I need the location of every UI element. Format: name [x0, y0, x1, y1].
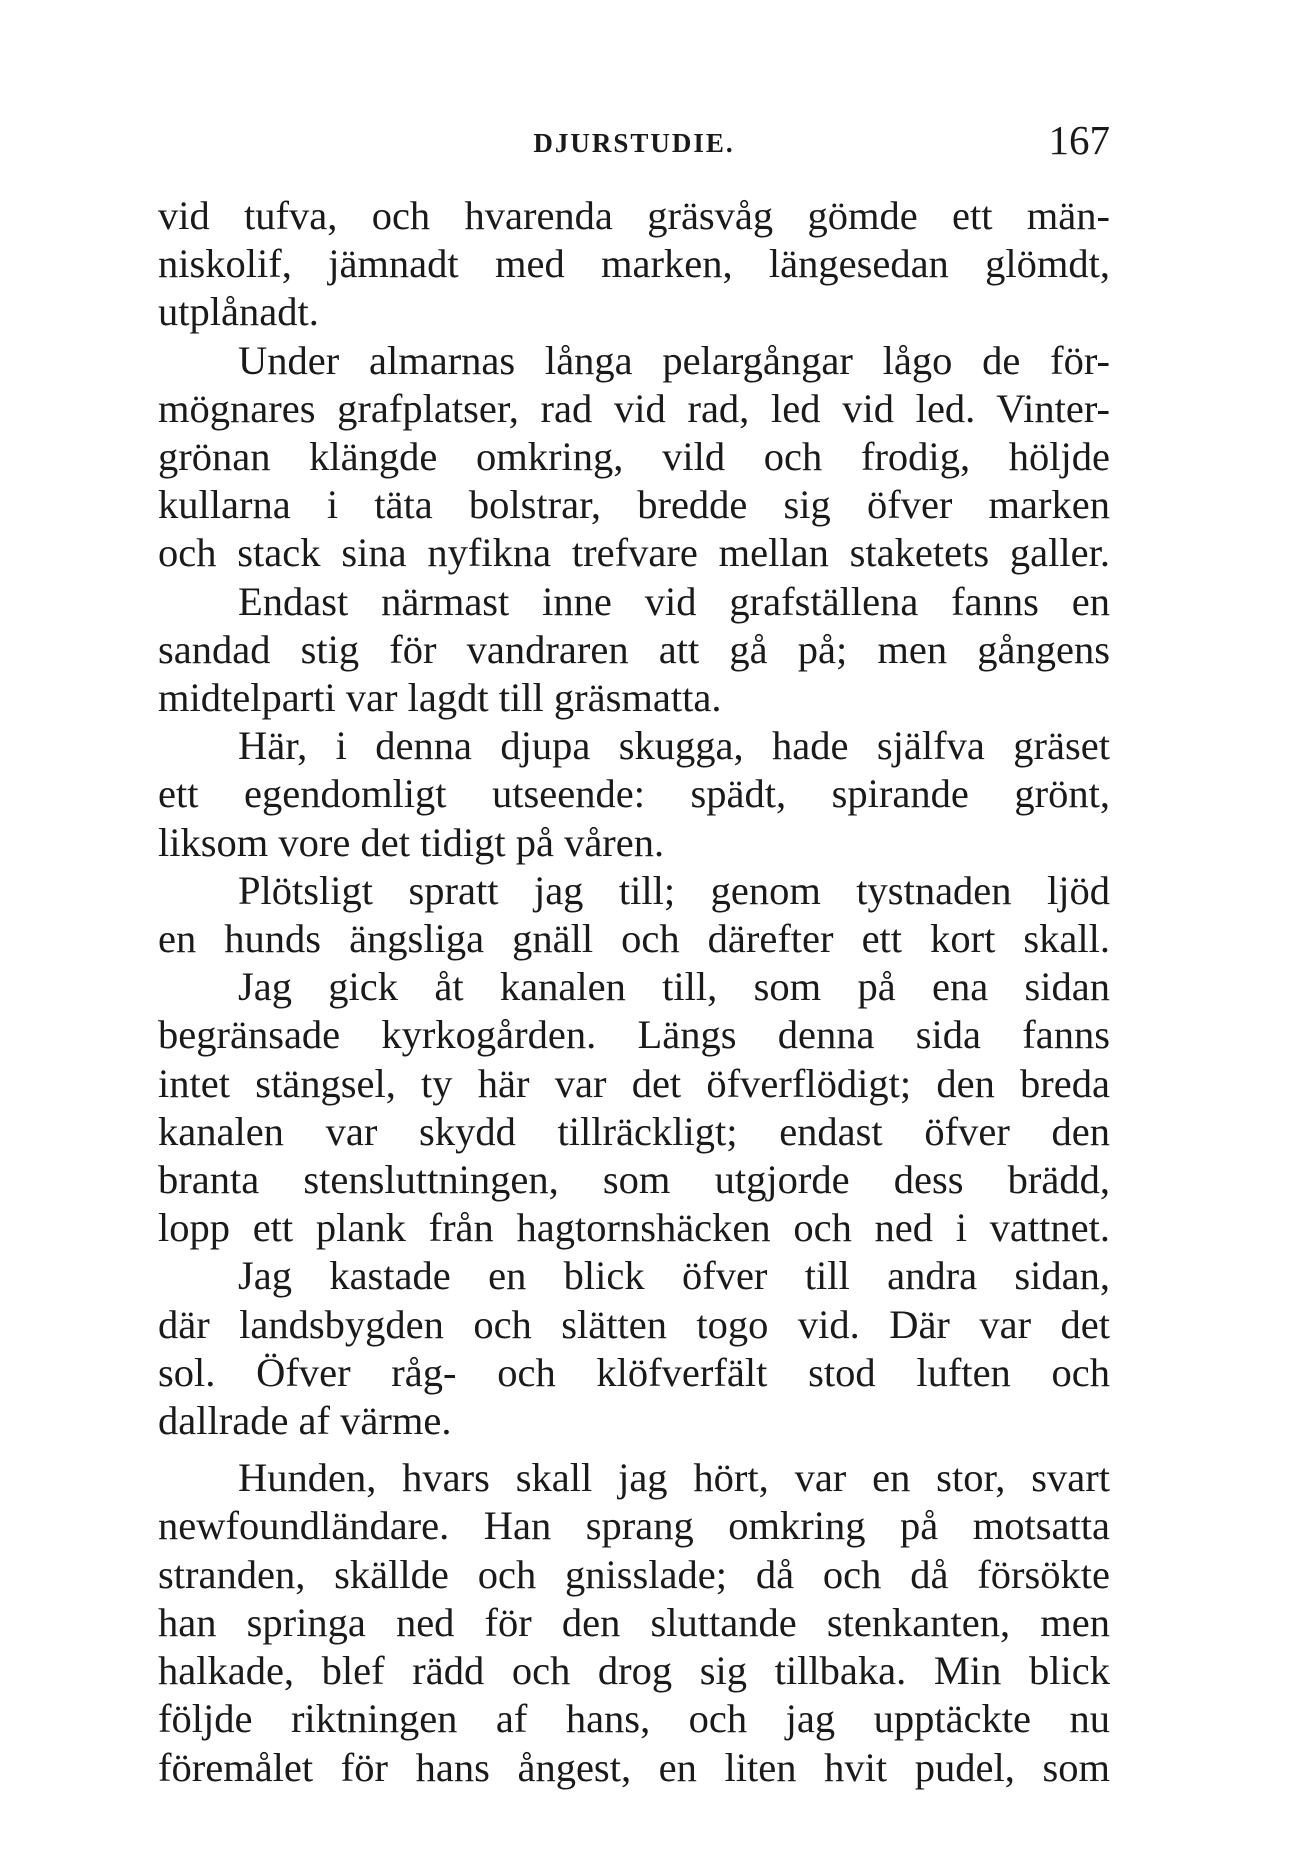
text-line: Här, i denna djupa skugga, hade själfva gräset [238, 723, 1110, 769]
text-line: niskolif, jämnadt med marken, längesedan glömdt, [158, 241, 1110, 287]
text-line: midtelparti var lagdt till gräsmatta. [158, 675, 722, 721]
text-line: intet stängsel, ty här var det öfverflödigt; den breda [158, 1060, 1110, 1106]
text-line: lopp ett plank från hagtornshäcken och ned i vattnet. [158, 1205, 1110, 1251]
text-line: han springa ned för den sluttande stenkanten, men [158, 1599, 1110, 1645]
text-line: vid tufva, och hvarenda gräsvåg gömde ett män- [158, 193, 1110, 238]
text-line: föremålet för hans ångest, en liten hvit pudel, som [158, 1744, 1110, 1790]
text-line: grönan klängde omkring, vild och frodig, höljde [158, 434, 1110, 480]
text-line: Plötsligt spratt jag till; genom tystnaden ljöd [238, 867, 1110, 913]
text-line: kullarna i täta bolstrar, bredde sig öfver marken [158, 482, 1110, 528]
text-line: begränsade kyrkogården. Längs denna sida fanns [158, 1012, 1110, 1058]
text-line: där landsbygden och slätten togo vid. Där var det [158, 1301, 1110, 1347]
text-line: branta stensluttningen, som utgjorde dess brädd, [158, 1157, 1110, 1203]
text-line: mögnares grafplatser, rad vid rad, led vid led. Vinter- [158, 385, 1110, 431]
book-page [158, 110, 1110, 1792]
text-line: dallrade af värme. [158, 1398, 452, 1444]
running-head [158, 110, 1110, 170]
text-line: sandad stig för vandraren att gå på; men gångens [158, 626, 1110, 672]
page-number: 167 [1048, 117, 1110, 163]
text-line: kanalen var skydd tillräckligt; endast öfver den [158, 1108, 1110, 1154]
text-line: Under almarnas långa pelargångar lågo de för- [238, 337, 1110, 383]
running-title: DJURSTUDIE. [533, 128, 735, 158]
text-line: newfoundländare. Han sprang omkring på motsatta [158, 1503, 1110, 1549]
text-line: ett egendomligt utseende: spädt, spirande grönt, [158, 771, 1110, 817]
text-line: följde riktningen af hans, och jag upptäckte nu [158, 1696, 1110, 1742]
text-line: Jag gick åt kanalen till, som på ena sidan [238, 964, 1110, 1010]
text-line: Endast närmast inne vid grafställena fanns en [238, 578, 1110, 624]
body-text [158, 192, 1110, 1792]
text-line: sol. Öfver råg- och klöfverfält stod luften och [158, 1349, 1110, 1395]
text-line: Jag kastade en blick öfver till andra sidan, [238, 1253, 1110, 1299]
text-line: och stack sina nyfikna trefvare mellan staketets galler. [158, 530, 1110, 576]
text-line: liksom vore det tidigt på våren. [158, 819, 665, 865]
paragraph-gap [158, 1445, 1110, 1454]
text-line: halkade, blef rädd och drog sig tillbaka. Min blick [158, 1648, 1110, 1694]
text-line: stranden, skällde och gnisslade; då och då försökte [158, 1551, 1110, 1597]
text-line: en hunds ängsliga gnäll och därefter ett kort skall. [158, 916, 1110, 962]
text-line: Hunden, hvars skall jag hört, var en stor, svart [238, 1455, 1110, 1501]
text-line: utplånadt. [158, 289, 319, 335]
